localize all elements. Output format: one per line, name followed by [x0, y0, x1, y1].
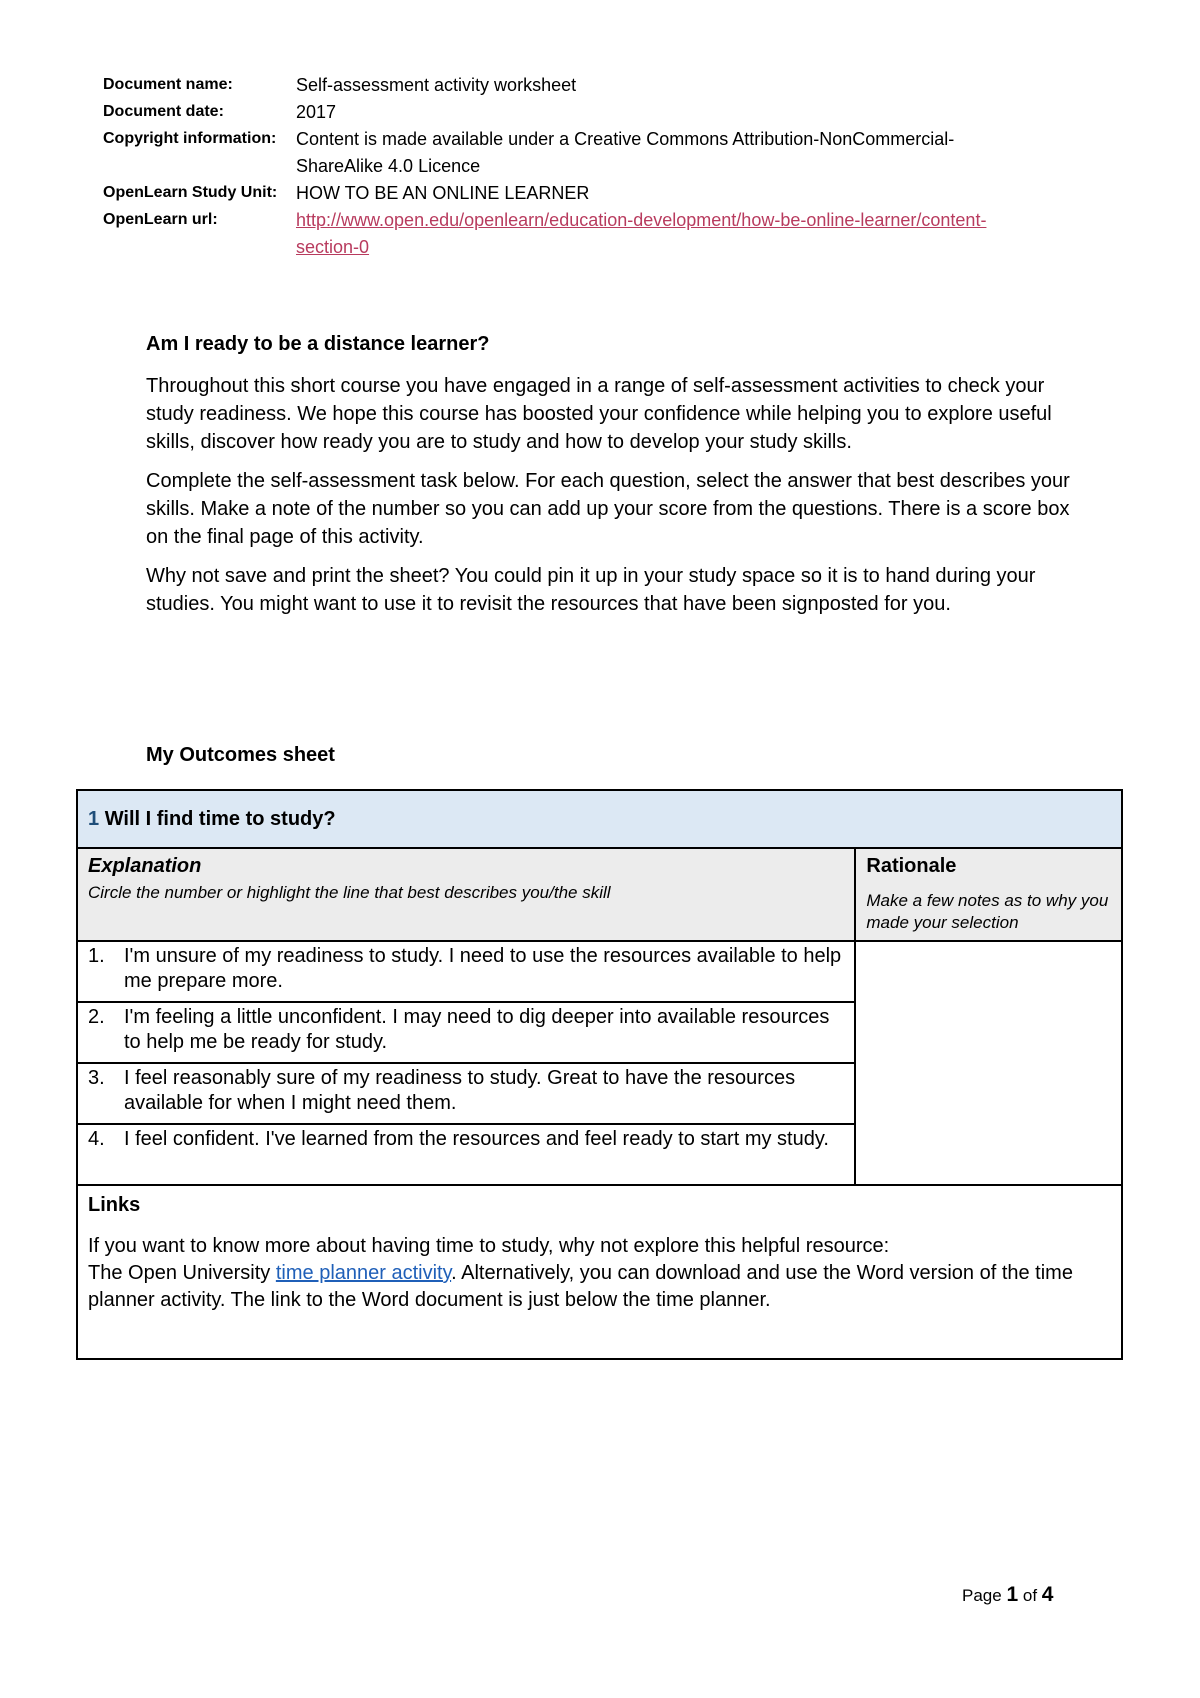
option-text: I'm feeling a little unconfident. I may need to dig deeper into available resources to help me be ready for study.: [124, 1006, 830, 1053]
meta-label: Document date:: [103, 103, 224, 120]
outcome-table: [76, 789, 1123, 1360]
links-text-2: The Open University: [88, 1262, 276, 1284]
meta-label: Copyright information:: [103, 130, 277, 147]
option-text: I feel reasonably sure of my readiness to study. Great to have the resources available for when I might need them.: [124, 1067, 796, 1114]
intro-paragraph-2: Complete the self-assessment task below. For each question, select the answer that best describes your skills. Make a note of the number so you can add up your score from the questions. There is a score box on the final page of this activity.: [146, 470, 1070, 548]
links-text-3: . Alternatively, you can download and use the Word version of the time planner activity. The link to the Word document is just below the time planner.: [88, 1262, 1073, 1311]
meta-label: OpenLearn Study Unit:: [103, 184, 278, 201]
rationale-notes-cell[interactable]: [855, 941, 1122, 1185]
meta-row-copyright: [103, 126, 1003, 180]
of-word: of: [1022, 1586, 1038, 1605]
option-3[interactable]: [77, 1063, 855, 1124]
total-pages-number: 4: [1041, 1583, 1054, 1606]
rationale-label: Rationale: [866, 855, 957, 877]
intro-paragraph-1: Throughout this short course you have engaged in a range of self-assessment activities to check your study readiness. We hope this course has boosted your confidence while helping you to explore useful skills, discover how ready you are to study and how to develop your study skills.: [146, 375, 1052, 453]
option-2[interactable]: [77, 1002, 855, 1063]
meta-value: HOW TO BE AN ONLINE LEARNER: [296, 183, 590, 203]
meta-row-unit: [103, 180, 1003, 207]
option-1[interactable]: [77, 941, 855, 1002]
explanation-label: Explanation: [88, 855, 202, 877]
explanation-instructions: Circle the number or highlight the line that best describes you/the skill: [88, 883, 611, 902]
explanation-header: [77, 848, 855, 941]
page-word: Page: [962, 1586, 1002, 1605]
links-section: [77, 1185, 1122, 1359]
openlearn-url-link[interactable]: http://www.open.edu/openlearn/education-development/how-be-online-learner/content-section-0: [296, 210, 987, 257]
rationale-instructions: Make a few notes as to why you made your selection: [866, 891, 1109, 932]
current-page-number: 1: [1006, 1583, 1019, 1606]
meta-value: 2017: [296, 102, 337, 122]
links-text-1: If you want to know more about having time to study, why not explore this helpful resource:: [88, 1235, 890, 1257]
links-paragraph: [88, 1260, 1111, 1314]
outcomes-title: My Outcomes sheet: [146, 744, 335, 766]
question-title: Will I find time to study?: [104, 807, 336, 830]
intro-heading: Am I ready to be a distance learner?: [146, 333, 490, 355]
option-4[interactable]: [77, 1124, 855, 1185]
meta-row-date: [103, 99, 1003, 126]
option-number: 1.: [88, 945, 105, 967]
meta-label: OpenLearn url:: [103, 211, 218, 228]
option-text: I'm unsure of my readiness to study. I need to use the resources available to help me prepare more.: [124, 945, 842, 992]
question-number: 1: [88, 807, 100, 830]
intro-section: [146, 330, 1086, 629]
option-text: I feel confident. I've learned from the resources and feel ready to start my study.: [124, 1128, 829, 1150]
meta-value: Self-assessment activity worksheet: [296, 75, 577, 95]
links-label: Links: [88, 1194, 141, 1216]
time-planner-link[interactable]: time planner activity: [275, 1262, 452, 1284]
intro-paragraph-3: Why not save and print the sheet? You could pin it up in your study space so it is to hand during your studies. You might want to use it to revisit the resources that have been signposted for you.: [146, 565, 1036, 615]
document-metadata: [103, 72, 1003, 261]
question-header: [77, 790, 1122, 848]
meta-label: Document name:: [103, 76, 233, 93]
meta-value: Content is made available under a Creative Commons Attribution-NonCommercial-ShareAlike 4.0 Licence: [296, 129, 955, 176]
page-footer: [962, 1583, 1053, 1607]
meta-row-name: [103, 72, 1003, 99]
option-number: 3.: [88, 1067, 105, 1089]
option-number: 4.: [88, 1128, 105, 1150]
option-number: 2.: [88, 1006, 105, 1028]
meta-row-url: [103, 207, 1003, 261]
rationale-header: [855, 848, 1122, 941]
meta-value-container: [296, 207, 1003, 261]
